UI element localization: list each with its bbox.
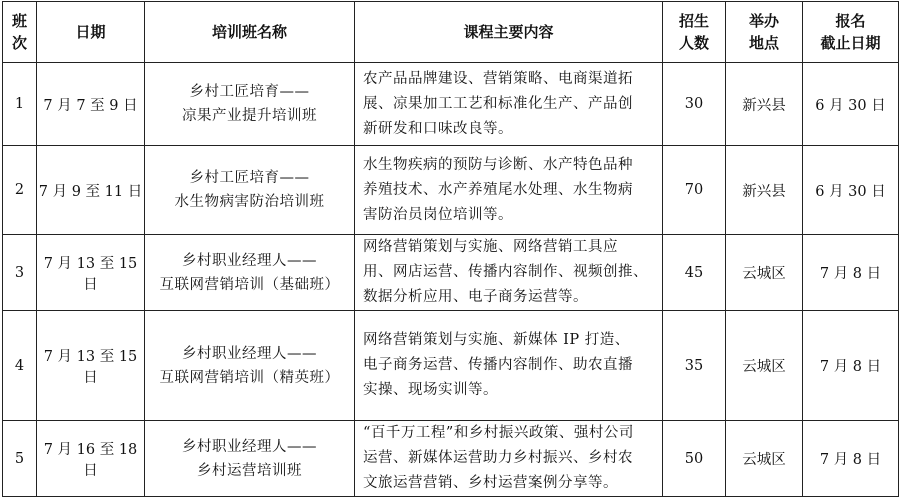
class-no-cell: 5 <box>3 421 37 497</box>
enroll-cell: 50 <box>663 421 726 497</box>
header-enroll: 招生 人数 <box>663 2 726 63</box>
enroll-cell: 35 <box>663 311 726 421</box>
course-name-cell: 乡村职业经理人—— 互联网营销培训（基础班） <box>145 235 355 311</box>
enroll-cell: 30 <box>663 63 726 146</box>
content-cell: 水生物疾病的预防与诊断、水产特色品种 养殖技术、水产养殖尾水处理、水生物病 害防治员岗位培训等。 <box>355 146 663 235</box>
content-cell: “百千万工程”和乡村振兴政策、强村公司 运营、新媒体运营助力乡村振兴、乡村农 文旅运营营销、乡村运营案例分享等。 <box>355 421 663 497</box>
table-row <box>3 235 899 311</box>
deadline-cell: 7 月 8 日 <box>803 311 899 421</box>
date-cell: 7 月 7 至 9 日 <box>37 63 145 146</box>
table-row <box>3 311 899 421</box>
content-cell: 农产品品牌建设、营销策略、电商渠道拓 展、凉果加工工艺和标准化生产、产品创 新研发和口味改良等。 <box>355 63 663 146</box>
enroll-cell: 70 <box>663 146 726 235</box>
location-cell: 新兴县 <box>726 146 803 235</box>
header-class-no: 班 次 <box>3 2 37 63</box>
class-no-cell: 2 <box>3 146 37 235</box>
deadline-cell: 7 月 8 日 <box>803 235 899 311</box>
course-name-cell: 乡村职业经理人—— 乡村运营培训班 <box>145 421 355 497</box>
header-row <box>3 2 899 63</box>
training-schedule-table <box>2 1 899 497</box>
date-cell: 7 月 9 至 11 日 <box>37 146 145 235</box>
header-deadline: 报名 截止日期 <box>803 2 899 63</box>
header-date: 日期 <box>37 2 145 63</box>
content-cell: 网络营销策划与实施、网络营销工具应 用、网店运营、传播内容制作、视频创推、 数据分析应用、电子商务运营等。 <box>355 235 663 311</box>
course-name-cell: 乡村工匠培育—— 凉果产业提升培训班 <box>145 63 355 146</box>
table-row <box>3 63 899 146</box>
content-cell: 网络营销策划与实施、新媒体 IP 打造、 电子商务运营、传播内容制作、助农直播 实操、现场实训等。 <box>355 311 663 421</box>
header-content: 课程主要内容 <box>355 2 663 63</box>
enroll-cell: 45 <box>663 235 726 311</box>
location-cell: 云城区 <box>726 421 803 497</box>
course-name-cell: 乡村工匠培育—— 水生物病害防治培训班 <box>145 146 355 235</box>
table-row <box>3 146 899 235</box>
location-cell: 云城区 <box>726 235 803 311</box>
deadline-cell: 6 月 30 日 <box>803 63 899 146</box>
deadline-cell: 7 月 8 日 <box>803 421 899 497</box>
location-cell: 新兴县 <box>726 63 803 146</box>
deadline-cell: 6 月 30 日 <box>803 146 899 235</box>
location-cell: 云城区 <box>726 311 803 421</box>
class-no-cell: 3 <box>3 235 37 311</box>
class-no-cell: 4 <box>3 311 37 421</box>
date-cell: 7 月 13 至 15 日 <box>37 311 145 421</box>
date-cell: 7 月 16 至 18 日 <box>37 421 145 497</box>
header-location: 举办 地点 <box>726 2 803 63</box>
date-cell: 7 月 13 至 15 日 <box>37 235 145 311</box>
course-name-cell: 乡村职业经理人—— 互联网营销培训（精英班） <box>145 311 355 421</box>
header-name: 培训班名称 <box>145 2 355 63</box>
class-no-cell: 1 <box>3 63 37 146</box>
table-row <box>3 421 899 497</box>
